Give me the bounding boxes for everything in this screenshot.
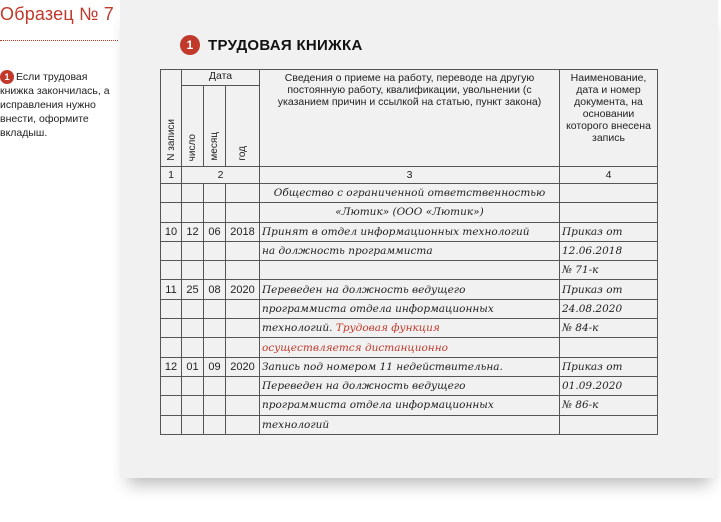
table-row bbox=[161, 203, 658, 222]
table-row bbox=[161, 222, 658, 241]
info-text: Переведен на должность ведущего bbox=[262, 380, 466, 393]
year-cell bbox=[226, 184, 260, 203]
day-cell bbox=[182, 396, 204, 415]
month-cell bbox=[204, 396, 226, 415]
info-cell bbox=[260, 338, 560, 357]
info-cell bbox=[260, 280, 560, 299]
info-cell bbox=[260, 357, 560, 376]
info-cell bbox=[260, 222, 560, 241]
month-cell: 08 bbox=[204, 280, 226, 299]
record-no-cell bbox=[161, 319, 182, 338]
record-no-cell: 12 bbox=[161, 357, 182, 376]
note-text: Если трудовая книжка закончилась, а исправления нужно внести, оформите вкладыш. bbox=[0, 71, 110, 139]
info-correction-text: осуществляется дистанционно bbox=[262, 341, 448, 354]
month-cell bbox=[204, 203, 226, 222]
record-no-cell bbox=[161, 184, 182, 203]
info-text: «Лютик» (ООО «Лютик») bbox=[335, 206, 484, 219]
day-cell: 25 bbox=[182, 280, 204, 299]
year-cell: 2020 bbox=[226, 280, 260, 299]
year-cell: 2020 bbox=[226, 357, 260, 376]
day-cell bbox=[182, 299, 204, 318]
record-no-cell bbox=[161, 299, 182, 318]
column-numbers-row bbox=[161, 167, 658, 184]
header-basis: Наименование, дата и номер документа, на основании которого внесена запись bbox=[560, 70, 658, 167]
sample-divider bbox=[0, 40, 118, 41]
record-no-cell bbox=[161, 376, 182, 395]
record-no-cell bbox=[161, 338, 182, 357]
info-cell bbox=[260, 396, 560, 415]
info-text: на должность программиста bbox=[262, 245, 433, 258]
record-no-cell bbox=[161, 241, 182, 260]
employment-record-table bbox=[160, 69, 658, 435]
side-note bbox=[0, 70, 112, 140]
year-cell: 2018 bbox=[226, 222, 260, 241]
table-row bbox=[161, 319, 658, 338]
info-cell bbox=[260, 299, 560, 318]
header-record-no: N записи bbox=[161, 70, 182, 167]
info-text: Запись под номером 11 недействительна. bbox=[262, 360, 503, 373]
year-cell bbox=[226, 241, 260, 260]
basis-cell: Приказ от bbox=[560, 280, 658, 299]
info-cell bbox=[260, 241, 560, 260]
month-cell bbox=[204, 415, 226, 434]
basis-cell bbox=[560, 184, 658, 203]
title-number-badge: 1 bbox=[180, 35, 200, 55]
month-cell bbox=[204, 376, 226, 395]
table-row bbox=[161, 184, 658, 203]
info-text: технологий. bbox=[262, 322, 333, 335]
header-day: число bbox=[182, 86, 204, 167]
day-cell bbox=[182, 203, 204, 222]
table-row bbox=[161, 299, 658, 318]
month-cell: 09 bbox=[204, 357, 226, 376]
table-row bbox=[161, 338, 658, 357]
header-info: Сведения о приеме на работу, переводе на другую постоянную работу, квалификации, увольнении (с указанием причин и ссылкой на статью, пункт закона) bbox=[260, 70, 560, 167]
info-text: Общество с ограниченной ответственностью bbox=[273, 187, 546, 200]
note-number-badge: 1 bbox=[0, 70, 14, 84]
info-text: программиста отдела информационных bbox=[262, 302, 494, 315]
record-no-cell bbox=[161, 396, 182, 415]
document-title-text: ТРУДОВАЯ КНИЖКА bbox=[208, 36, 363, 54]
info-text: программиста отдела информационных bbox=[262, 399, 494, 412]
month-cell bbox=[204, 241, 226, 260]
info-text: технологий bbox=[262, 418, 330, 431]
basis-cell bbox=[560, 203, 658, 222]
record-rows bbox=[161, 184, 658, 435]
basis-cell: 01.09.2020 bbox=[560, 376, 658, 395]
column-number: 1 bbox=[161, 167, 182, 184]
year-cell bbox=[226, 396, 260, 415]
info-cell bbox=[260, 203, 560, 222]
day-cell bbox=[182, 338, 204, 357]
table-row bbox=[161, 261, 658, 280]
info-correction-text: Трудовая функция bbox=[332, 322, 440, 335]
day-cell bbox=[182, 241, 204, 260]
basis-cell: № 71-к bbox=[560, 261, 658, 280]
day-cell bbox=[182, 261, 204, 280]
column-number: 4 bbox=[560, 167, 658, 184]
info-cell bbox=[260, 184, 560, 203]
table-row bbox=[161, 396, 658, 415]
basis-cell bbox=[560, 338, 658, 357]
month-cell bbox=[204, 184, 226, 203]
info-text: Переведен на должность ведущего bbox=[262, 283, 466, 296]
year-cell bbox=[226, 319, 260, 338]
month-cell: 06 bbox=[204, 222, 226, 241]
day-cell bbox=[182, 184, 204, 203]
year-cell bbox=[226, 338, 260, 357]
year-cell bbox=[226, 261, 260, 280]
day-cell: 12 bbox=[182, 222, 204, 241]
column-number: 3 bbox=[260, 167, 560, 184]
day-cell: 01 bbox=[182, 357, 204, 376]
record-no-cell bbox=[161, 415, 182, 434]
year-cell bbox=[226, 203, 260, 222]
column-number: 2 bbox=[182, 167, 260, 184]
info-text: Принят в отдел информационных технологий bbox=[262, 225, 530, 238]
document-title bbox=[180, 35, 363, 55]
basis-cell: 24.08.2020 bbox=[560, 299, 658, 318]
info-cell bbox=[260, 376, 560, 395]
header-row-top bbox=[161, 70, 658, 86]
info-cell bbox=[260, 261, 560, 280]
basis-cell: Приказ от bbox=[560, 357, 658, 376]
record-no-cell bbox=[161, 203, 182, 222]
header-month: месяц bbox=[204, 86, 226, 167]
record-no-cell bbox=[161, 261, 182, 280]
table-row bbox=[161, 241, 658, 260]
month-cell bbox=[204, 299, 226, 318]
table-row bbox=[161, 280, 658, 299]
month-cell bbox=[204, 261, 226, 280]
month-cell bbox=[204, 319, 226, 338]
year-cell bbox=[226, 299, 260, 318]
day-cell bbox=[182, 319, 204, 338]
day-cell bbox=[182, 415, 204, 434]
month-cell bbox=[204, 338, 226, 357]
header-year: год bbox=[226, 86, 260, 167]
basis-cell: 12.06.2018 bbox=[560, 241, 658, 260]
basis-cell: № 84-к bbox=[560, 319, 658, 338]
sample-title: Образец № 7 bbox=[0, 4, 115, 24]
year-cell bbox=[226, 415, 260, 434]
basis-cell bbox=[560, 415, 658, 434]
table-row bbox=[161, 415, 658, 434]
table-row bbox=[161, 357, 658, 376]
year-cell bbox=[226, 376, 260, 395]
header-date: Дата bbox=[182, 70, 260, 86]
basis-cell: № 86-к bbox=[560, 396, 658, 415]
day-cell bbox=[182, 376, 204, 395]
record-no-cell: 11 bbox=[161, 280, 182, 299]
table-row bbox=[161, 376, 658, 395]
basis-cell: Приказ от bbox=[560, 222, 658, 241]
info-cell bbox=[260, 415, 560, 434]
info-cell bbox=[260, 319, 560, 338]
record-no-cell: 10 bbox=[161, 222, 182, 241]
